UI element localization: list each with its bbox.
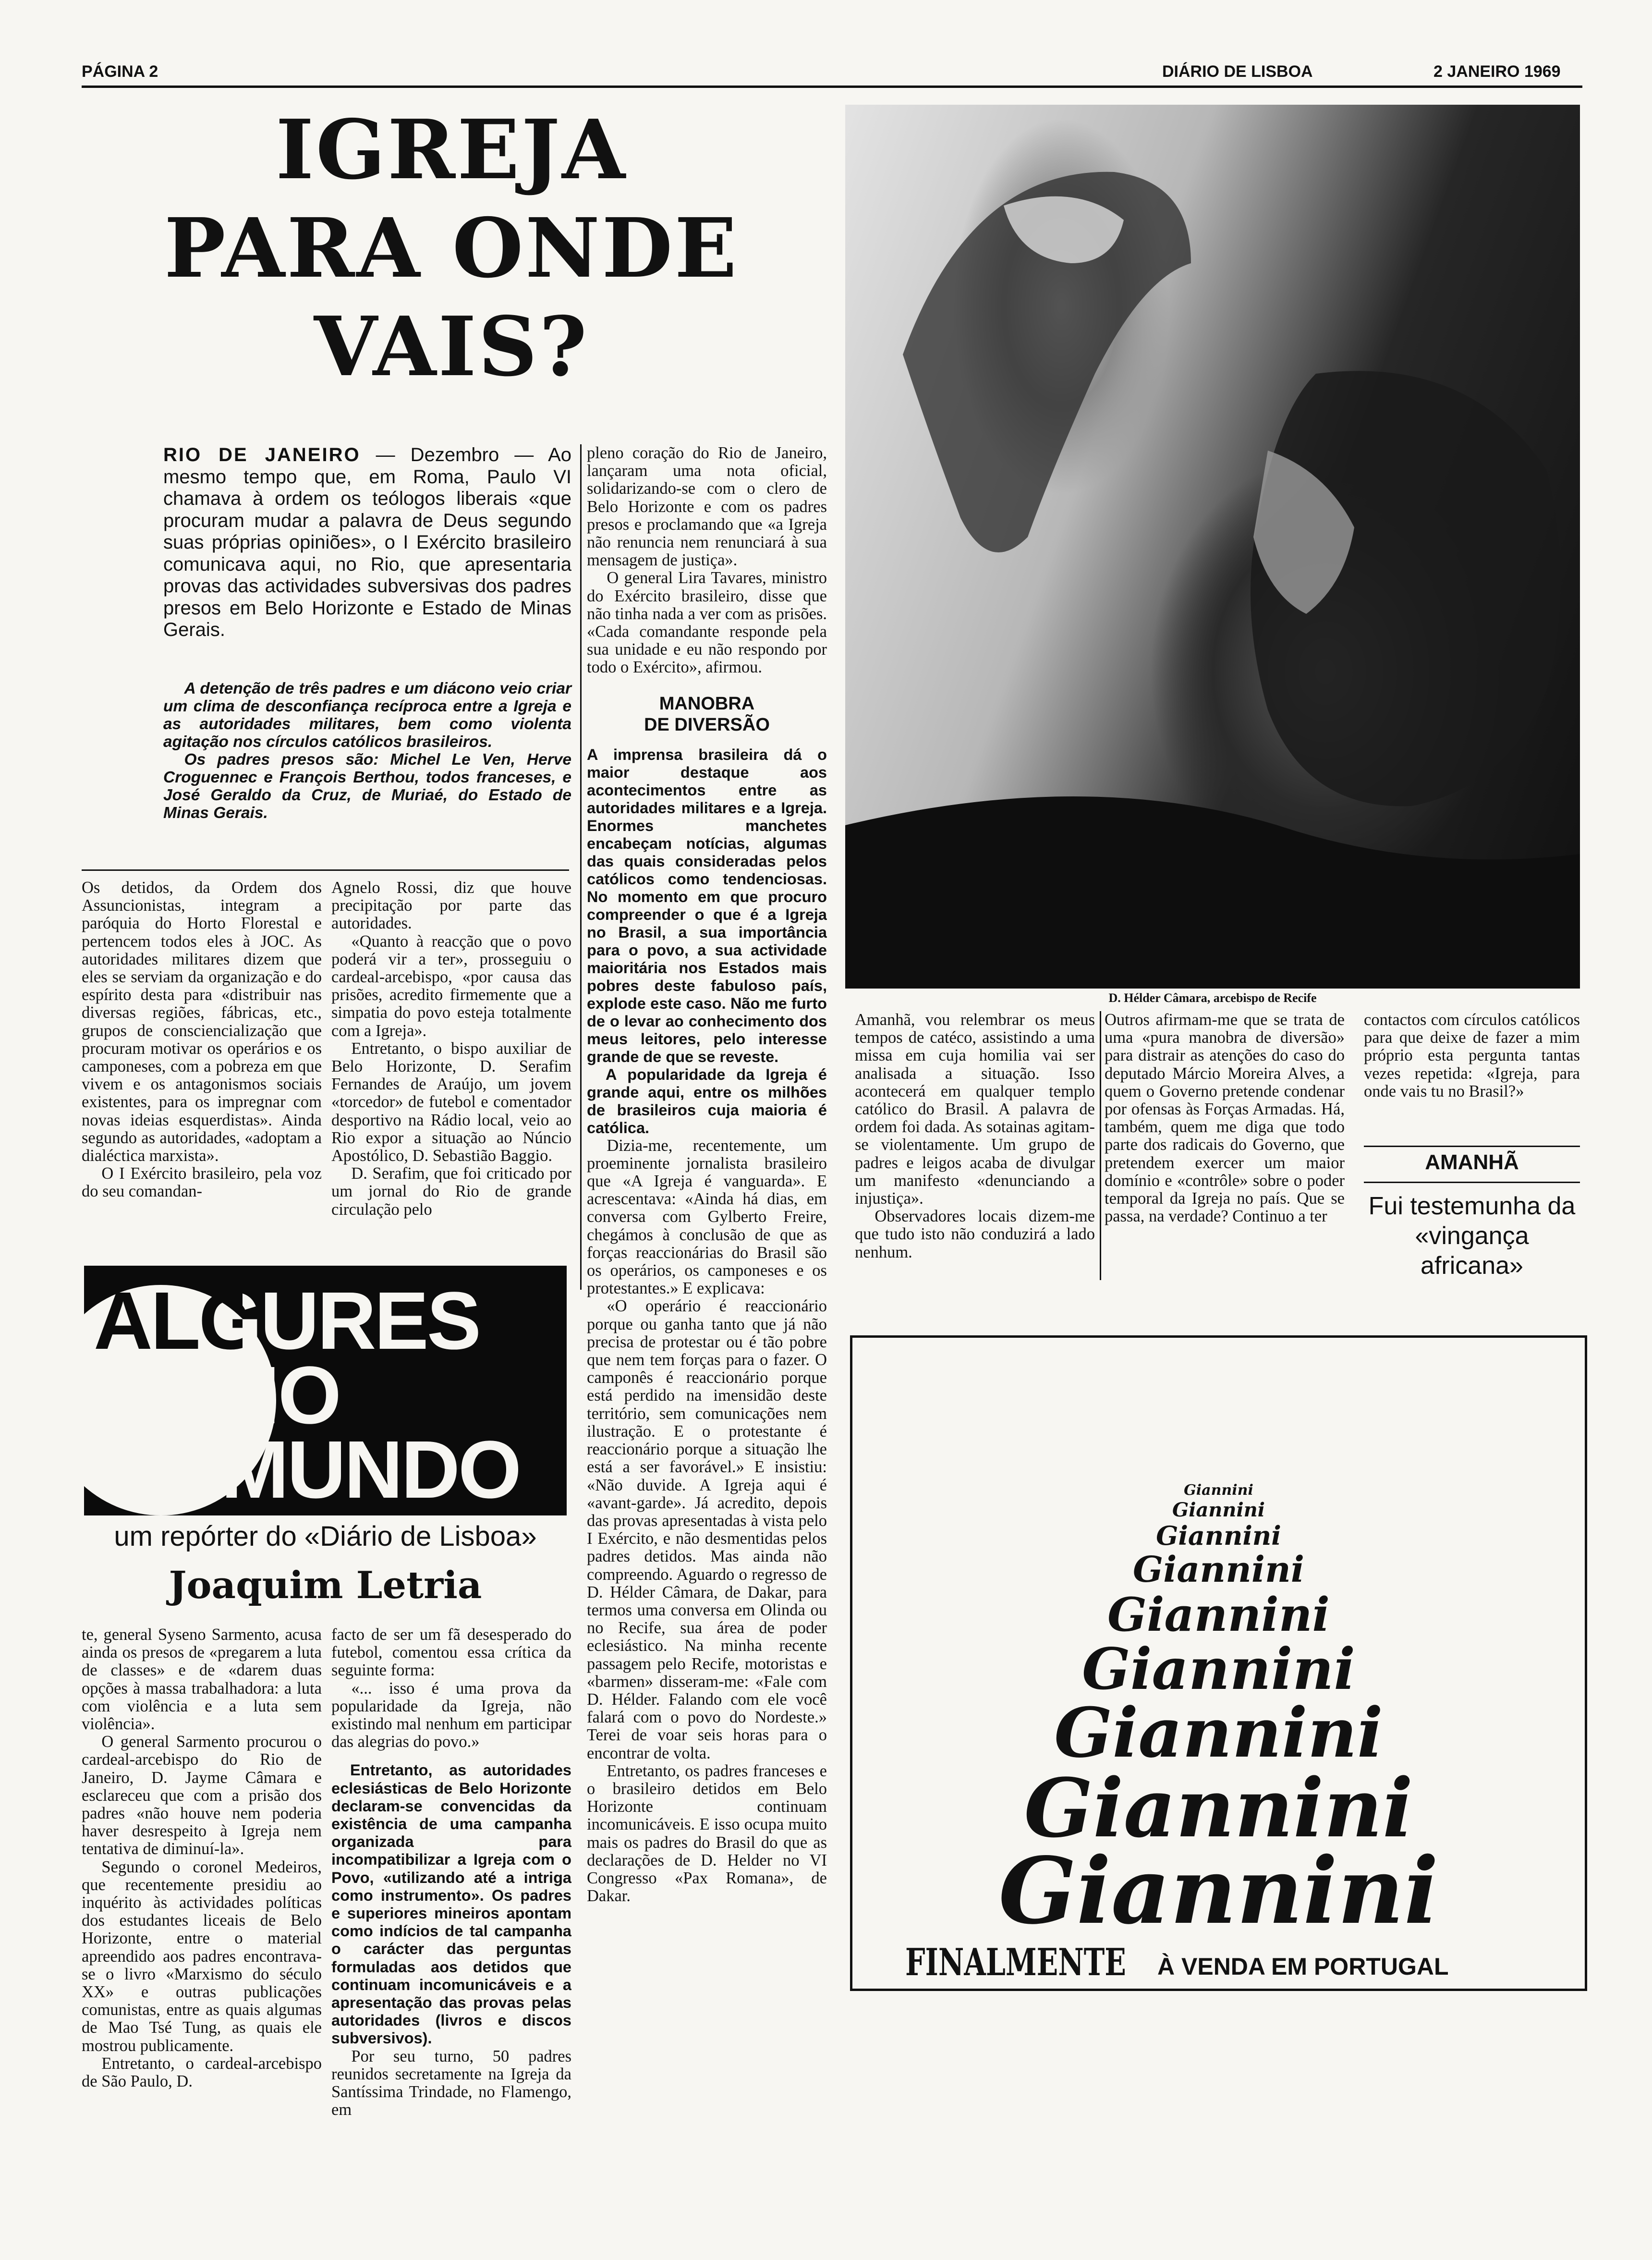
newspaper-name: DIÁRIO DE LISBOA <box>1162 62 1313 81</box>
logo-word-3: MUNDO <box>221 1424 520 1515</box>
brand-wordmark-8: Giannini <box>1024 1760 1413 1856</box>
series-tagline: um repórter do «Diário de Lisboa» <box>114 1521 537 1552</box>
tomorrow-label: AMANHÃ <box>1425 1150 1519 1174</box>
headline: IGREJA PARA ONDE VAIS? <box>164 102 739 395</box>
brand-wordmark-7: Giannini <box>1054 1693 1383 1773</box>
author-byline: Joaquim Letria <box>169 1564 482 1607</box>
lead-paragraph: RIO DE JANEIRO — Dezembro — Ao mesmo tempo que, em Roma, Paulo VI chamava à ordem os teólogos liberais «que procuram mudar a palavra de Deus segundo suas próprias opiniões», o I Exército brasileiro comunicava aqui, no Rio, que apresentaria provas das actividades subversivas dos padres presos em Belo Horizonte e Estado de Minas Gerais. <box>163 444 572 640</box>
article-column-b: Agnelo Rossi, diz que houve precipitação por parte das autoridades. «Quanto à reacção que o povo poderá vir a ter», prosseguiu o cardeal-arcebispo, «por causa das prisões, acredito firmemente que a simpatia do povo esteja totalmente com a Igreja». Entretanto, o bispo auxiliar de Belo Horizonte, D. Serafim Fernandes de Araújo, um jovem «torcedor» de futebol e comentador desportivo na Rádio local, veio ao Rio expor a situação ao Núncio Apostólico, D. Sebastião Baggio. D. Serafim, que foi criticado por um jornal do Rio de grande circulação pelo <box>331 879 571 1219</box>
portrait-photo <box>845 105 1580 989</box>
header-rule <box>82 86 1582 88</box>
ad-slogan-venda: À VENDA EM PORTUGAL <box>1157 1953 1449 1980</box>
brand-wordmark-4: Giannini <box>1133 1549 1304 1590</box>
brand-wordmark-5: Giannini <box>1107 1588 1330 1642</box>
logo-word-1: ALGURES <box>94 1275 480 1367</box>
lead-body: A detenção de três padres e um diácono veio criar um clima de desconfiança recíproca entre a Igreja e as autoridades militares, bem como violenta agitação nos círculos católicos brasileiros. Os padres presos são: Michel Le Ven, Herve Croguennec e François Berthou, todos franceses, e José Geraldo da Cruz, de Muriaé, do Estado de Minas Gerais. <box>163 680 571 822</box>
article-column-c: pleno coração do Rio de Janeiro, lançaram uma nota oficial, solidarizando-se com o clero de Belo Horizonte e com os padres presos e proclamando que «a Igreja não renuncia nem renunciará à sua mensagem de justiça». O general Lira Tavares, ministro do Exército brasileiro, disse que não tinha nada a ver com as prisões. «Cada comandante responde pela sua unidade e eu não respondo por todo o Exército», afirmou. MANOBRA DE DIVERSÃO A imprensa brasileira dá o maior destaque aos acontecimentos entre as autoridades militares e a Igreja. Enormes manchetes encabeçam notícias, algumas das quais consideradas pelos católicos como tendenciosas. No momento em que procuro compreender o que é a Igreja no Brasil, a sua importância para o povo, a sua actividade maioritária nos Estados mais pobres deste fabuloso país, explode este caso. Não me furto de o levar ao conhecimento dos meus leitores, pelo interesse grande de que se reveste. A popularidade da Igreja é grande aqui, entre os milhões de brasileiros cuja maioria é católica. Dizia-me, recentemente, um proeminente jornalista brasileiro que «A Igreja é vanguarda». E acrescentava: «Ainda há dias, em conversa com Gylberto Freire, chegámos à conclusão de que as forças reaccionárias do Brasil são os operários, os camponeses e os protestantes.» E explicava: «O operário é reaccionário porque ou ganha tanto que já não precisa de protestar ou é tão pobre que nem tem forças para o fazer. O camponês é reaccionário porque está perdido na imensidão deste território, sem comunicações nem ilustração. E o protestante é reaccionário porque a situação lhe está a ser favorável.» E insistiu: «Não duvide. A Igreja aqui é «avant-garde». Já acredito, depois das provas apresentadas à vista pelo I Exército, e não desmentidas pelos padres detidos. Mas ainda não compreendo. Aguardo o regresso de D. Hélder Câmara, de Dakar, para termos uma conversa em Olinda ou no Recife, sua área de poder eclesiástico. Na minha recente passagem pelo Recife, motoristas e «barmen» disseram-me: «Fale com D. Hélder. Falando com ele você falará com o povo do Nordeste.» Terei de voar seis horas para o encontrar de volta. Entretanto, os padres franceses e o brasileiro detidos em Belo Horizonte continuam incomunicáveis. E isso ocupa muito mais os padres do Brasil do que as declarações de D. Helder no VI Congresso «Pax Romana», de Dakar. <box>587 444 827 1906</box>
column-rule-2 <box>1100 1011 1101 1280</box>
logo-word-2: NO <box>221 1350 340 1441</box>
series-logo <box>84 1266 567 1515</box>
brand-wordmark-3: Giannini <box>1156 1520 1281 1551</box>
article-column-f: contactos com círculos católicos para que deixe de fazer a mim próprio esta pergunta tantas vezes repetida: «Igreja, para onde vais tu no Brasil?» <box>1364 1011 1580 1100</box>
lead-rule <box>82 869 569 871</box>
tomorrow-rule-bottom <box>1364 1182 1580 1183</box>
column-rule <box>580 444 582 1290</box>
tomorrow-title: Fui testemunha da «vingança africana» <box>1368 1192 1576 1280</box>
article-column-g: te, general Syseno Sarmento, acusa ainda os presos de «pregarem a luta de classes» e de «darem duas opções à massa trabalhadora: a luta com violência e a luta sem violência». O general Sarmento procurou o cardeal-arcebispo do Rio de Janeiro, D. Jayme Câmara e esclareceu que com a prisão dos padres «não houve nem poderia haver desrespeito à Igreja nem tentativa de diminuí-la». Segundo o coronel Medeiros, que recentemente presidiu ao inquérito às actividades políticas dos estudantes liceais de Belo Horizonte, entre o material apreendido aos padres encontrava-se o livro «Marxismo do século XX» e outras publicações comunistas, entre as quais algumas de Mao Tsé Tung, as quais ele mostrou publicamente. Entretanto, o cardeal-arcebispo de São Paulo, D. <box>82 1626 322 2091</box>
page-number: PÁGINA 2 <box>82 62 158 81</box>
ad-slogan-finalmente: FINALMENTE <box>905 1941 1126 1984</box>
brand-wordmark-2: Giannini <box>1172 1499 1265 1521</box>
issue-date: 2 JANEIRO 1969 <box>1433 62 1561 81</box>
article-column-d: Amanhã, vou relembrar os meus tempos de catéco, assistindo a uma missa em cuja homilia vai ser analisada a situação. Isso acontecerá em qualquer templo católico do Brasil. A palavra de ordem foi dada. As sotainas agitam-se violentamente. Um grupo de padres e leigos acaba de divulgar um manifesto «denunciando a injustiça». Observadores locais dizem-me que tudo isto não conduzirá a lado nenhum. <box>855 1011 1095 1261</box>
article-column-e: Outros afirmam-me que se trata de uma «pura manobra de diversão» para distrair as atenções do caso do deputado Márcio Moreira Alves, a quem o Governo pretende condenar por ofensas às Forças Armadas. Há, também, quem me diga que todo parte dos radicais do Governo, que pretendem exercer um maior domínio e «contrôle» sobre o poder temporal da Igreja no país. Que se passa, na verdade? Continuo a ter <box>1105 1011 1345 1226</box>
brand-wordmark-9: Giannini <box>998 1837 1439 1944</box>
bold-passage: A imprensa brasileira dá o maior destaque aos acontecimentos entre as autoridades militares e a Igreja. Enormes manchetes encabeçam notícias, algumas das quais consideradas pelos católicos como tendenciosas. No momento em que procuro compreender o que é a Igreja no Brasil, a sua importância para o povo, a sua actividade maioritária nos Estados mais pobres deste fabuloso país, explode este caso. Não me furto de o levar ao conhecimento dos meus leitores, pelo interesse grande de que se reveste. A popularidade da Igreja é grande aqui, entre os milhões de brasileiros cuja maioria é católica. <box>587 745 827 1136</box>
article-column-h: facto de ser um fã desesperado do futebol, comentou essa crítica da seguinte forma: «... isso é uma prova da popularidade da Igreja, não existindo mal nenhum em participar das alegrias do povo.» Entretanto, as autoridades eclesiásticas de Belo Horizonte declaram-se convencidas da existência de uma campanha organizada para incompatibilizar a Igreja com o Povo, «utilizando até a intriga como instrumento». Os padres e superiores mineiros apontam como indícios de tal campanha o carácter das perguntas formuladas aos detidos que continuam incomunicáveis e a apresentação das provas pelas autoridades (livros e discos subversivos). Por seu turno, 50 padres reunidos secretamente na Igreja da Santíssima Trindade, no Flamengo, em <box>331 1626 571 2119</box>
tomorrow-rule-top <box>1364 1146 1580 1147</box>
article-column-a: Os detidos, da Ordem dos Assuncionistas, integram a paróquia do Horto Florestal e pertencem todos eles à JOC. As autoridades militares dizem que eles se serviam da organização e do espírito desta para «distribuir nas diversas regiões, fábricas, etc., grupos de consciencialização que procuram motivar os operários e os camponeses, com a pobreza em que vivem e os antagonismos sociais existentes, para os impregnar com novas ideias esquerdistas». Ainda segundo as autoridades, «adoptam a dialéctica marxista». O I Exército brasileiro, pela voz do seu comandan- <box>82 879 322 1201</box>
brand-wordmark-1: Giannini <box>1184 1482 1253 1499</box>
photo-caption: D. Hélder Câmara, arcebispo de Recife <box>1108 991 1317 1005</box>
dateline: RIO DE JANEIRO <box>163 444 361 465</box>
brand-wordmark-6: Giannini <box>1081 1636 1356 1702</box>
subhead-manobra: MANOBRA DE DIVERSÃO <box>644 693 770 735</box>
giannini-advertisement <box>850 1335 1587 1991</box>
